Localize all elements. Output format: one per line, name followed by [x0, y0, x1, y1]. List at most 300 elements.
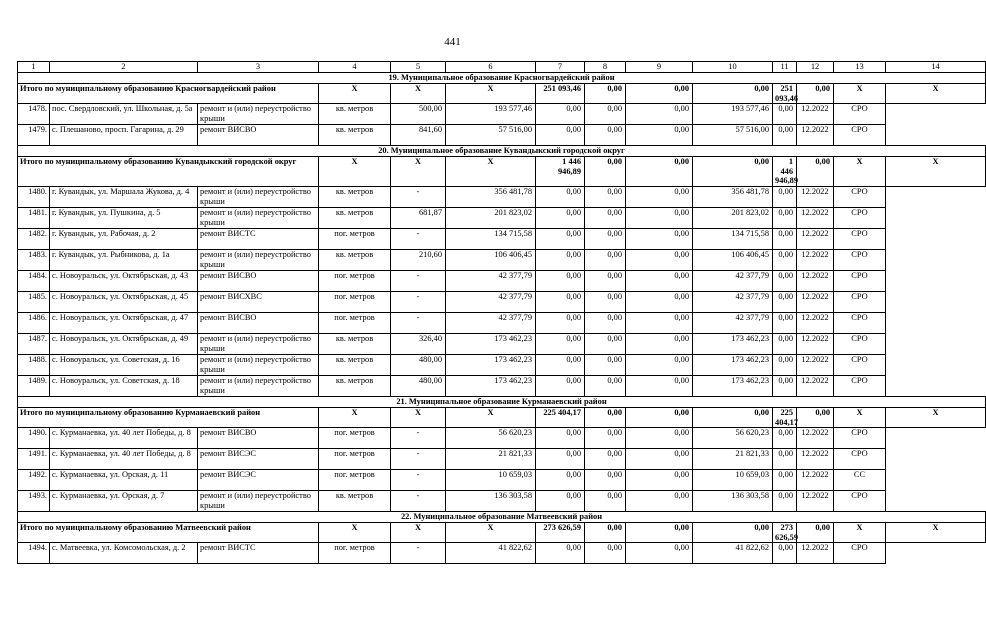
value-cell: 500,00 [391, 104, 446, 125]
value-cell: 0,00 [536, 312, 585, 333]
value-cell: 0,00 [773, 375, 797, 396]
value-cell: 0,00 [626, 428, 693, 449]
value-cell: 0,00 [536, 228, 585, 249]
value-cell: 0,00 [536, 491, 585, 512]
work-type-cell: ремонт и (или) переустройство крыши [198, 104, 319, 125]
value-cell: 12.2022 [797, 270, 834, 291]
column-header: 7 [536, 62, 585, 73]
column-header: 3 [198, 62, 319, 73]
value-cell: 173 462,23 [446, 354, 536, 375]
value-cell: 12.2022 [797, 375, 834, 396]
unit-cell: пог. метров [319, 270, 391, 291]
value-cell: 0,00 [626, 104, 693, 125]
total-cell: 0,00 [797, 84, 834, 104]
value-cell: 134 715,58 [693, 228, 773, 249]
value-cell: 41 822,62 [446, 543, 536, 564]
value-cell: 0,00 [773, 333, 797, 354]
row-number: 1482. [18, 228, 50, 249]
total-cell: 0,00 [626, 523, 693, 543]
work-type-cell: ремонт и (или) переустройство крыши [198, 354, 319, 375]
total-cell: Х [391, 523, 446, 543]
value-cell: 12.2022 [797, 470, 834, 491]
work-type-cell: ремонт и (или) переустройство крыши [198, 333, 319, 354]
value-cell: - [391, 312, 446, 333]
address-cell: с. Новоуральск, ул. Октябрьская, д. 49 [50, 333, 198, 354]
total-cell: Х [886, 523, 986, 543]
row-number: 1490. [18, 428, 50, 449]
work-type-cell: ремонт ВИСВО [198, 270, 319, 291]
total-cell: Х [446, 523, 536, 543]
table-row [18, 104, 986, 125]
value-cell: 0,00 [626, 470, 693, 491]
value-cell: - [391, 270, 446, 291]
value-cell: 12.2022 [797, 291, 834, 312]
value-cell: - [391, 449, 446, 470]
section-title: 22. Муниципальное образование Матвеевский район [18, 512, 986, 523]
value-cell: 0,00 [585, 470, 626, 491]
value-cell: СРО [834, 104, 886, 125]
value-cell: 0,00 [773, 104, 797, 125]
value-cell: 21 821,33 [446, 449, 536, 470]
work-type-cell: ремонт ВИСТС [198, 228, 319, 249]
address-cell: с. Курманаевка, ул. Орская, д. 11 [50, 470, 198, 491]
total-cell: 1 446 946,89 [536, 157, 585, 187]
row-number: 1493. [18, 491, 50, 512]
value-cell: 0,00 [626, 375, 693, 396]
unit-cell: пог. метров [319, 228, 391, 249]
value-cell: 173 462,23 [693, 333, 773, 354]
value-cell: 0,00 [773, 125, 797, 146]
row-number: 1483. [18, 249, 50, 270]
table-row [18, 354, 986, 375]
value-cell: 12.2022 [797, 333, 834, 354]
column-header: 12 [797, 62, 834, 73]
value-cell: 0,00 [536, 207, 585, 228]
value-cell: 0,00 [536, 543, 585, 564]
total-cell: Х [834, 84, 886, 104]
value-cell: СРО [834, 354, 886, 375]
table-row [18, 291, 986, 312]
table-row [18, 125, 986, 146]
work-type-cell: ремонт и (или) переустройство крыши [198, 375, 319, 396]
section-title: 19. Муниципальное образование Красногвардейский район [18, 73, 986, 84]
value-cell: 136 303,58 [693, 491, 773, 512]
value-cell: 0,00 [585, 249, 626, 270]
value-cell: 0,00 [626, 186, 693, 207]
total-cell: 0,00 [585, 407, 626, 427]
value-cell: - [391, 543, 446, 564]
value-cell: - [391, 470, 446, 491]
address-cell: г. Кувандык, ул. Рыбникова, д. 1а [50, 249, 198, 270]
value-cell: 0,00 [626, 543, 693, 564]
value-cell: - [391, 228, 446, 249]
address-cell: с. Курманаевка, ул. Орская, д. 7 [50, 491, 198, 512]
value-cell: СРО [834, 228, 886, 249]
unit-cell: кв. метров [319, 354, 391, 375]
value-cell: 173 462,23 [446, 375, 536, 396]
value-cell: 0,00 [536, 249, 585, 270]
column-header: 11 [773, 62, 797, 73]
value-cell: 42 377,79 [446, 270, 536, 291]
total-cell: 225 404,17 [773, 407, 797, 427]
table-row [18, 449, 986, 470]
total-cell: 0,00 [626, 407, 693, 427]
total-cell: 0,00 [585, 157, 626, 187]
value-cell: 0,00 [536, 270, 585, 291]
table-row [18, 375, 986, 396]
value-cell: 12.2022 [797, 104, 834, 125]
value-cell: - [391, 428, 446, 449]
row-number: 1485. [18, 291, 50, 312]
work-type-cell: ремонт ВИСВО [198, 125, 319, 146]
value-cell: СРО [834, 291, 886, 312]
table-row [18, 312, 986, 333]
address-cell: пос. Свердловский, ул. Школьная, д. 5а [50, 104, 198, 125]
total-cell: Х [319, 523, 391, 543]
value-cell: 0,00 [585, 354, 626, 375]
total-cell: Х [446, 157, 536, 187]
unit-cell: кв. метров [319, 207, 391, 228]
section-total-row [18, 407, 986, 427]
total-label: Итого по муниципальному образованию Красногвардейский район [18, 84, 319, 104]
table-row [18, 543, 986, 564]
section-title: 21. Муниципальное образование Курманаевский район [18, 396, 986, 407]
value-cell: - [391, 186, 446, 207]
address-cell: с. Новоуральск, ул. Октябрьская, д. 43 [50, 270, 198, 291]
value-cell: 0,00 [585, 291, 626, 312]
address-cell: г. Кувандык, ул. Пушкина, д. 5 [50, 207, 198, 228]
value-cell: 0,00 [773, 186, 797, 207]
total-cell: 0,00 [626, 84, 693, 104]
row-number: 1488. [18, 354, 50, 375]
total-cell: Х [319, 407, 391, 427]
value-cell: 681,87 [391, 207, 446, 228]
total-cell: 0,00 [797, 523, 834, 543]
unit-cell: пог. метров [319, 449, 391, 470]
column-header: 9 [626, 62, 693, 73]
column-header: 14 [886, 62, 986, 73]
section-header-row [18, 73, 986, 84]
value-cell: СРО [834, 312, 886, 333]
value-cell: 0,00 [626, 270, 693, 291]
address-cell: с. Курманаевка, ул. 40 лет Победы, д. 8 [50, 449, 198, 470]
unit-cell: пог. метров [319, 428, 391, 449]
value-cell: 0,00 [585, 228, 626, 249]
value-cell: 0,00 [585, 375, 626, 396]
capital-repair-table [17, 61, 986, 564]
value-cell: 0,00 [626, 228, 693, 249]
row-number: 1489. [18, 375, 50, 396]
total-cell: 273 626,59 [773, 523, 797, 543]
value-cell: 0,00 [585, 333, 626, 354]
value-cell: 0,00 [585, 543, 626, 564]
value-cell: 0,00 [536, 375, 585, 396]
address-cell: г. Кувандык, ул. Маршала Жукова, д. 4 [50, 186, 198, 207]
total-cell: 0,00 [797, 407, 834, 427]
value-cell: СРО [834, 186, 886, 207]
column-header: 2 [50, 62, 198, 73]
value-cell: 0,00 [773, 449, 797, 470]
value-cell: 12.2022 [797, 228, 834, 249]
value-cell: 0,00 [536, 186, 585, 207]
value-cell: 0,00 [536, 354, 585, 375]
row-number: 1492. [18, 470, 50, 491]
total-cell: 251 093,46 [536, 84, 585, 104]
table-row [18, 249, 986, 270]
value-cell: 0,00 [585, 312, 626, 333]
value-cell: 0,00 [585, 104, 626, 125]
address-cell: с. Новоуральск, ул. Советская, д. 18 [50, 375, 198, 396]
value-cell: 0,00 [585, 186, 626, 207]
value-cell: 12.2022 [797, 186, 834, 207]
table-row [18, 270, 986, 291]
value-cell: 0,00 [773, 312, 797, 333]
value-cell: 0,00 [536, 125, 585, 146]
row-number: 1494. [18, 543, 50, 564]
value-cell: 42 377,79 [693, 270, 773, 291]
total-label: Итого по муниципальному образованию Кувандыкский городской округ [18, 157, 319, 187]
value-cell: 12.2022 [797, 543, 834, 564]
value-cell: 42 377,79 [693, 312, 773, 333]
value-cell: 0,00 [626, 291, 693, 312]
value-cell: 356 481,78 [446, 186, 536, 207]
value-cell: 0,00 [773, 491, 797, 512]
row-number: 1479. [18, 125, 50, 146]
value-cell: 0,00 [536, 470, 585, 491]
value-cell: - [391, 491, 446, 512]
value-cell: 0,00 [626, 491, 693, 512]
value-cell: - [391, 291, 446, 312]
table-row [18, 228, 986, 249]
total-cell: 0,00 [693, 84, 773, 104]
value-cell: 57 516,00 [446, 125, 536, 146]
column-header: 5 [391, 62, 446, 73]
value-cell: 12.2022 [797, 428, 834, 449]
value-cell: 106 406,45 [693, 249, 773, 270]
value-cell: 173 462,23 [693, 354, 773, 375]
value-cell: 134 715,58 [446, 228, 536, 249]
total-cell: 1 446 946,89 [773, 157, 797, 187]
total-cell: 0,00 [797, 157, 834, 187]
total-label: Итого по муниципальному образованию Матвеевский район [18, 523, 319, 543]
section-header-row [18, 146, 986, 157]
total-cell: Х [391, 407, 446, 427]
value-cell: 10 659,03 [446, 470, 536, 491]
value-cell: 12.2022 [797, 312, 834, 333]
total-cell: Х [886, 157, 986, 187]
value-cell: 201 823,02 [693, 207, 773, 228]
column-header: 13 [834, 62, 886, 73]
table-row [18, 186, 986, 207]
address-cell: с. Матвеевка, ул. Комсомольская, д. 2 [50, 543, 198, 564]
value-cell: 841,60 [391, 125, 446, 146]
row-number: 1491. [18, 449, 50, 470]
total-cell: 0,00 [585, 523, 626, 543]
row-number: 1480. [18, 186, 50, 207]
row-number: 1487. [18, 333, 50, 354]
address-cell: с. Курманаевка, ул. 40 лет Победы, д. 8 [50, 428, 198, 449]
value-cell: 0,00 [585, 449, 626, 470]
total-cell: Х [886, 407, 986, 427]
value-cell: 0,00 [585, 207, 626, 228]
row-number: 1484. [18, 270, 50, 291]
value-cell: 193 577,46 [693, 104, 773, 125]
work-type-cell: ремонт ВИСЭС [198, 470, 319, 491]
value-cell: СРО [834, 543, 886, 564]
table-row [18, 470, 986, 491]
value-cell: 0,00 [773, 470, 797, 491]
total-cell: Х [391, 84, 446, 104]
value-cell: 0,00 [626, 312, 693, 333]
value-cell: 0,00 [536, 449, 585, 470]
work-type-cell: ремонт ВИСХВС [198, 291, 319, 312]
work-type-cell: ремонт и (или) переустройство крыши [198, 249, 319, 270]
value-cell: 210,60 [391, 249, 446, 270]
unit-cell: кв. метров [319, 186, 391, 207]
value-cell: 57 516,00 [693, 125, 773, 146]
address-cell: с. Новоуральск, ул. Октябрьская, д. 45 [50, 291, 198, 312]
unit-cell: пог. метров [319, 312, 391, 333]
value-cell: 0,00 [773, 207, 797, 228]
value-cell: 0,00 [585, 270, 626, 291]
column-header: 6 [446, 62, 536, 73]
work-type-cell: ремонт ВИСВО [198, 428, 319, 449]
value-cell: 201 823,02 [446, 207, 536, 228]
value-cell: 56 620,23 [446, 428, 536, 449]
value-cell: СРО [834, 491, 886, 512]
total-cell: Х [446, 84, 536, 104]
unit-cell: кв. метров [319, 491, 391, 512]
page-number: 441 [444, 36, 461, 48]
value-cell: 193 577,46 [446, 104, 536, 125]
section-total-row [18, 84, 986, 104]
value-cell: СРО [834, 207, 886, 228]
total-cell: 0,00 [626, 157, 693, 187]
total-cell: Х [886, 84, 986, 104]
value-cell: СРО [834, 375, 886, 396]
section-title: 20. Муниципальное образование Кувандыкский городской округ [18, 146, 986, 157]
unit-cell: кв. метров [319, 125, 391, 146]
column-header: 4 [319, 62, 391, 73]
unit-cell: пог. метров [319, 291, 391, 312]
total-cell: Х [319, 157, 391, 187]
column-header: 1 [18, 62, 50, 73]
total-cell: 225 404,17 [536, 407, 585, 427]
value-cell: 0,00 [626, 449, 693, 470]
value-cell: 0,00 [536, 291, 585, 312]
value-cell: 356 481,78 [693, 186, 773, 207]
value-cell: 0,00 [626, 249, 693, 270]
column-number-row [18, 62, 986, 73]
work-type-cell: ремонт и (или) переустройство крыши [198, 186, 319, 207]
value-cell: 0,00 [585, 125, 626, 146]
work-type-cell: ремонт и (или) переустройство крыши [198, 207, 319, 228]
work-type-cell: ремонт и (или) переустройство крыши [198, 491, 319, 512]
total-cell: Х [446, 407, 536, 427]
value-cell: 42 377,79 [693, 291, 773, 312]
address-cell: с. Плешаново, просп. Гагарина, д. 29 [50, 125, 198, 146]
value-cell: 0,00 [626, 125, 693, 146]
value-cell: 480,00 [391, 354, 446, 375]
total-cell: 0,00 [693, 523, 773, 543]
value-cell: 0,00 [536, 428, 585, 449]
row-number: 1481. [18, 207, 50, 228]
value-cell: 42 377,79 [446, 312, 536, 333]
unit-cell: кв. метров [319, 375, 391, 396]
value-cell: 0,00 [585, 428, 626, 449]
total-cell: Х [834, 407, 886, 427]
value-cell: 56 620,23 [693, 428, 773, 449]
address-cell: с. Новоуральск, ул. Советская, д. 16 [50, 354, 198, 375]
table-row [18, 428, 986, 449]
value-cell: СРО [834, 449, 886, 470]
unit-cell: пог. метров [319, 543, 391, 564]
value-cell: 12.2022 [797, 249, 834, 270]
address-cell: г. Кувандык, ул. Рабочая, д. 2 [50, 228, 198, 249]
value-cell: 0,00 [626, 207, 693, 228]
row-number: 1486. [18, 312, 50, 333]
value-cell: 0,00 [773, 228, 797, 249]
total-cell: 0,00 [585, 84, 626, 104]
total-cell: Х [319, 84, 391, 104]
value-cell: СРО [834, 270, 886, 291]
unit-cell: пог. метров [319, 470, 391, 491]
value-cell: 0,00 [773, 291, 797, 312]
value-cell: 326,40 [391, 333, 446, 354]
value-cell: 173 462,23 [446, 333, 536, 354]
unit-cell: кв. метров [319, 104, 391, 125]
value-cell: 173 462,23 [693, 375, 773, 396]
table-row [18, 207, 986, 228]
value-cell: 0,00 [773, 543, 797, 564]
value-cell: 0,00 [773, 354, 797, 375]
value-cell: СС [834, 470, 886, 491]
value-cell: 21 821,33 [693, 449, 773, 470]
value-cell: СРО [834, 333, 886, 354]
value-cell: 480,00 [391, 375, 446, 396]
value-cell: 0,00 [536, 104, 585, 125]
value-cell: 0,00 [773, 249, 797, 270]
value-cell: 12.2022 [797, 491, 834, 512]
value-cell: 136 303,58 [446, 491, 536, 512]
total-cell: Х [391, 157, 446, 187]
value-cell: 41 822,62 [693, 543, 773, 564]
total-cell: 273 626,59 [536, 523, 585, 543]
section-header-row [18, 396, 986, 407]
value-cell: 12.2022 [797, 125, 834, 146]
row-number: 1478. [18, 104, 50, 125]
unit-cell: кв. метров [319, 333, 391, 354]
value-cell: 0,00 [626, 333, 693, 354]
value-cell: 0,00 [773, 428, 797, 449]
address-cell: с. Новоуральск, ул. Октябрьская, д. 47 [50, 312, 198, 333]
table-row [18, 491, 986, 512]
work-type-cell: ремонт ВИСВО [198, 312, 319, 333]
value-cell: 106 406,45 [446, 249, 536, 270]
total-cell: Х [834, 523, 886, 543]
section-header-row [18, 512, 986, 523]
value-cell: СРО [834, 249, 886, 270]
total-cell: 0,00 [693, 157, 773, 187]
value-cell: 42 377,79 [446, 291, 536, 312]
unit-cell: кв. метров [319, 249, 391, 270]
value-cell: 0,00 [536, 333, 585, 354]
value-cell: 12.2022 [797, 354, 834, 375]
total-cell: Х [834, 157, 886, 187]
column-header: 10 [693, 62, 773, 73]
total-cell: 0,00 [693, 407, 773, 427]
value-cell: СРО [834, 125, 886, 146]
